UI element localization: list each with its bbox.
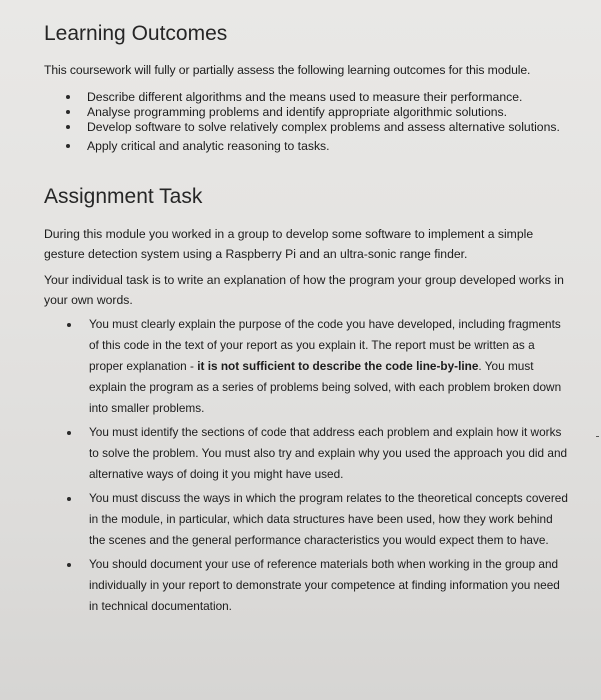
- assignment-task-heading: Assignment Task: [44, 185, 203, 208]
- bullet-icon: [67, 323, 71, 327]
- list-item: [87, 90, 567, 104]
- page-edge-mark: [596, 436, 599, 437]
- bullet-icon: [66, 110, 70, 114]
- bullet-icon: [66, 95, 70, 99]
- list-item: [89, 554, 571, 617]
- list-item: [87, 105, 567, 119]
- list-item-text: You should document your use of reference materials both when working in the group and individually in your report to demonstrate your competence at finding information you need in technical documentation.: [89, 557, 560, 613]
- learning-outcomes-intro: This coursework will fully or partially assess the following learning outcomes for this module.: [44, 63, 531, 77]
- assignment-task-list: [89, 314, 571, 620]
- bullet-icon: [67, 563, 71, 567]
- list-item: [87, 139, 567, 153]
- bullet-icon: [66, 125, 70, 129]
- learning-outcomes-heading: Learning Outcomes: [44, 22, 228, 45]
- bullet-icon: [67, 431, 71, 435]
- bullet-icon: [67, 497, 71, 501]
- list-item-text: Develop software to solve relatively complex problems and assess alternative solutions.: [87, 120, 560, 134]
- list-item-text: Analyse programming problems and identify appropriate algorithmic solutions.: [87, 105, 508, 119]
- learning-outcomes-list: [87, 90, 567, 154]
- bullet-icon: [66, 144, 70, 148]
- emphasis-text: it is not sufficient to describe the code line-by-line: [197, 359, 479, 373]
- list-item-text: Describe different algorithms and the means used to measure their performance.: [87, 90, 523, 104]
- assignment-task-paragraph-2: Your individual task is to write an explanation of how the program your group developed works in your own words.: [44, 273, 564, 307]
- list-item-text: You must discuss the ways in which the program relates to the theoretical concepts covered in the module, in particular, which data structures have been used, how they work behind the scenes and the general performance characteristics you would expect them to have.: [89, 491, 568, 547]
- list-item-text: You must identify the sections of code that address each problem and explain how it works to solve the problem. You must also try and explain why you used the approach you did and alternative ways of doing it you might have used.: [89, 425, 568, 481]
- list-item-text: Apply critical and analytic reasoning to tasks.: [87, 139, 330, 153]
- assignment-task-paragraph-1: During this module you worked in a group to develop some software to implement a simple gesture detection system using a Raspberry Pi and an ultra-sonic range finder.: [44, 227, 534, 261]
- list-item: You must clearly explain the purpose of the code you have developed, including fragments of this code in the text of your report as you explain it. The report must be written as a proper explanation - it is not sufficient to describe the code line-by-line. You must explain the program as a series of problems being solved, with each problem broken down into smaller problems.: [89, 314, 571, 419]
- list-item: [89, 488, 571, 551]
- list-item: [89, 422, 571, 485]
- list-item: [87, 120, 567, 134]
